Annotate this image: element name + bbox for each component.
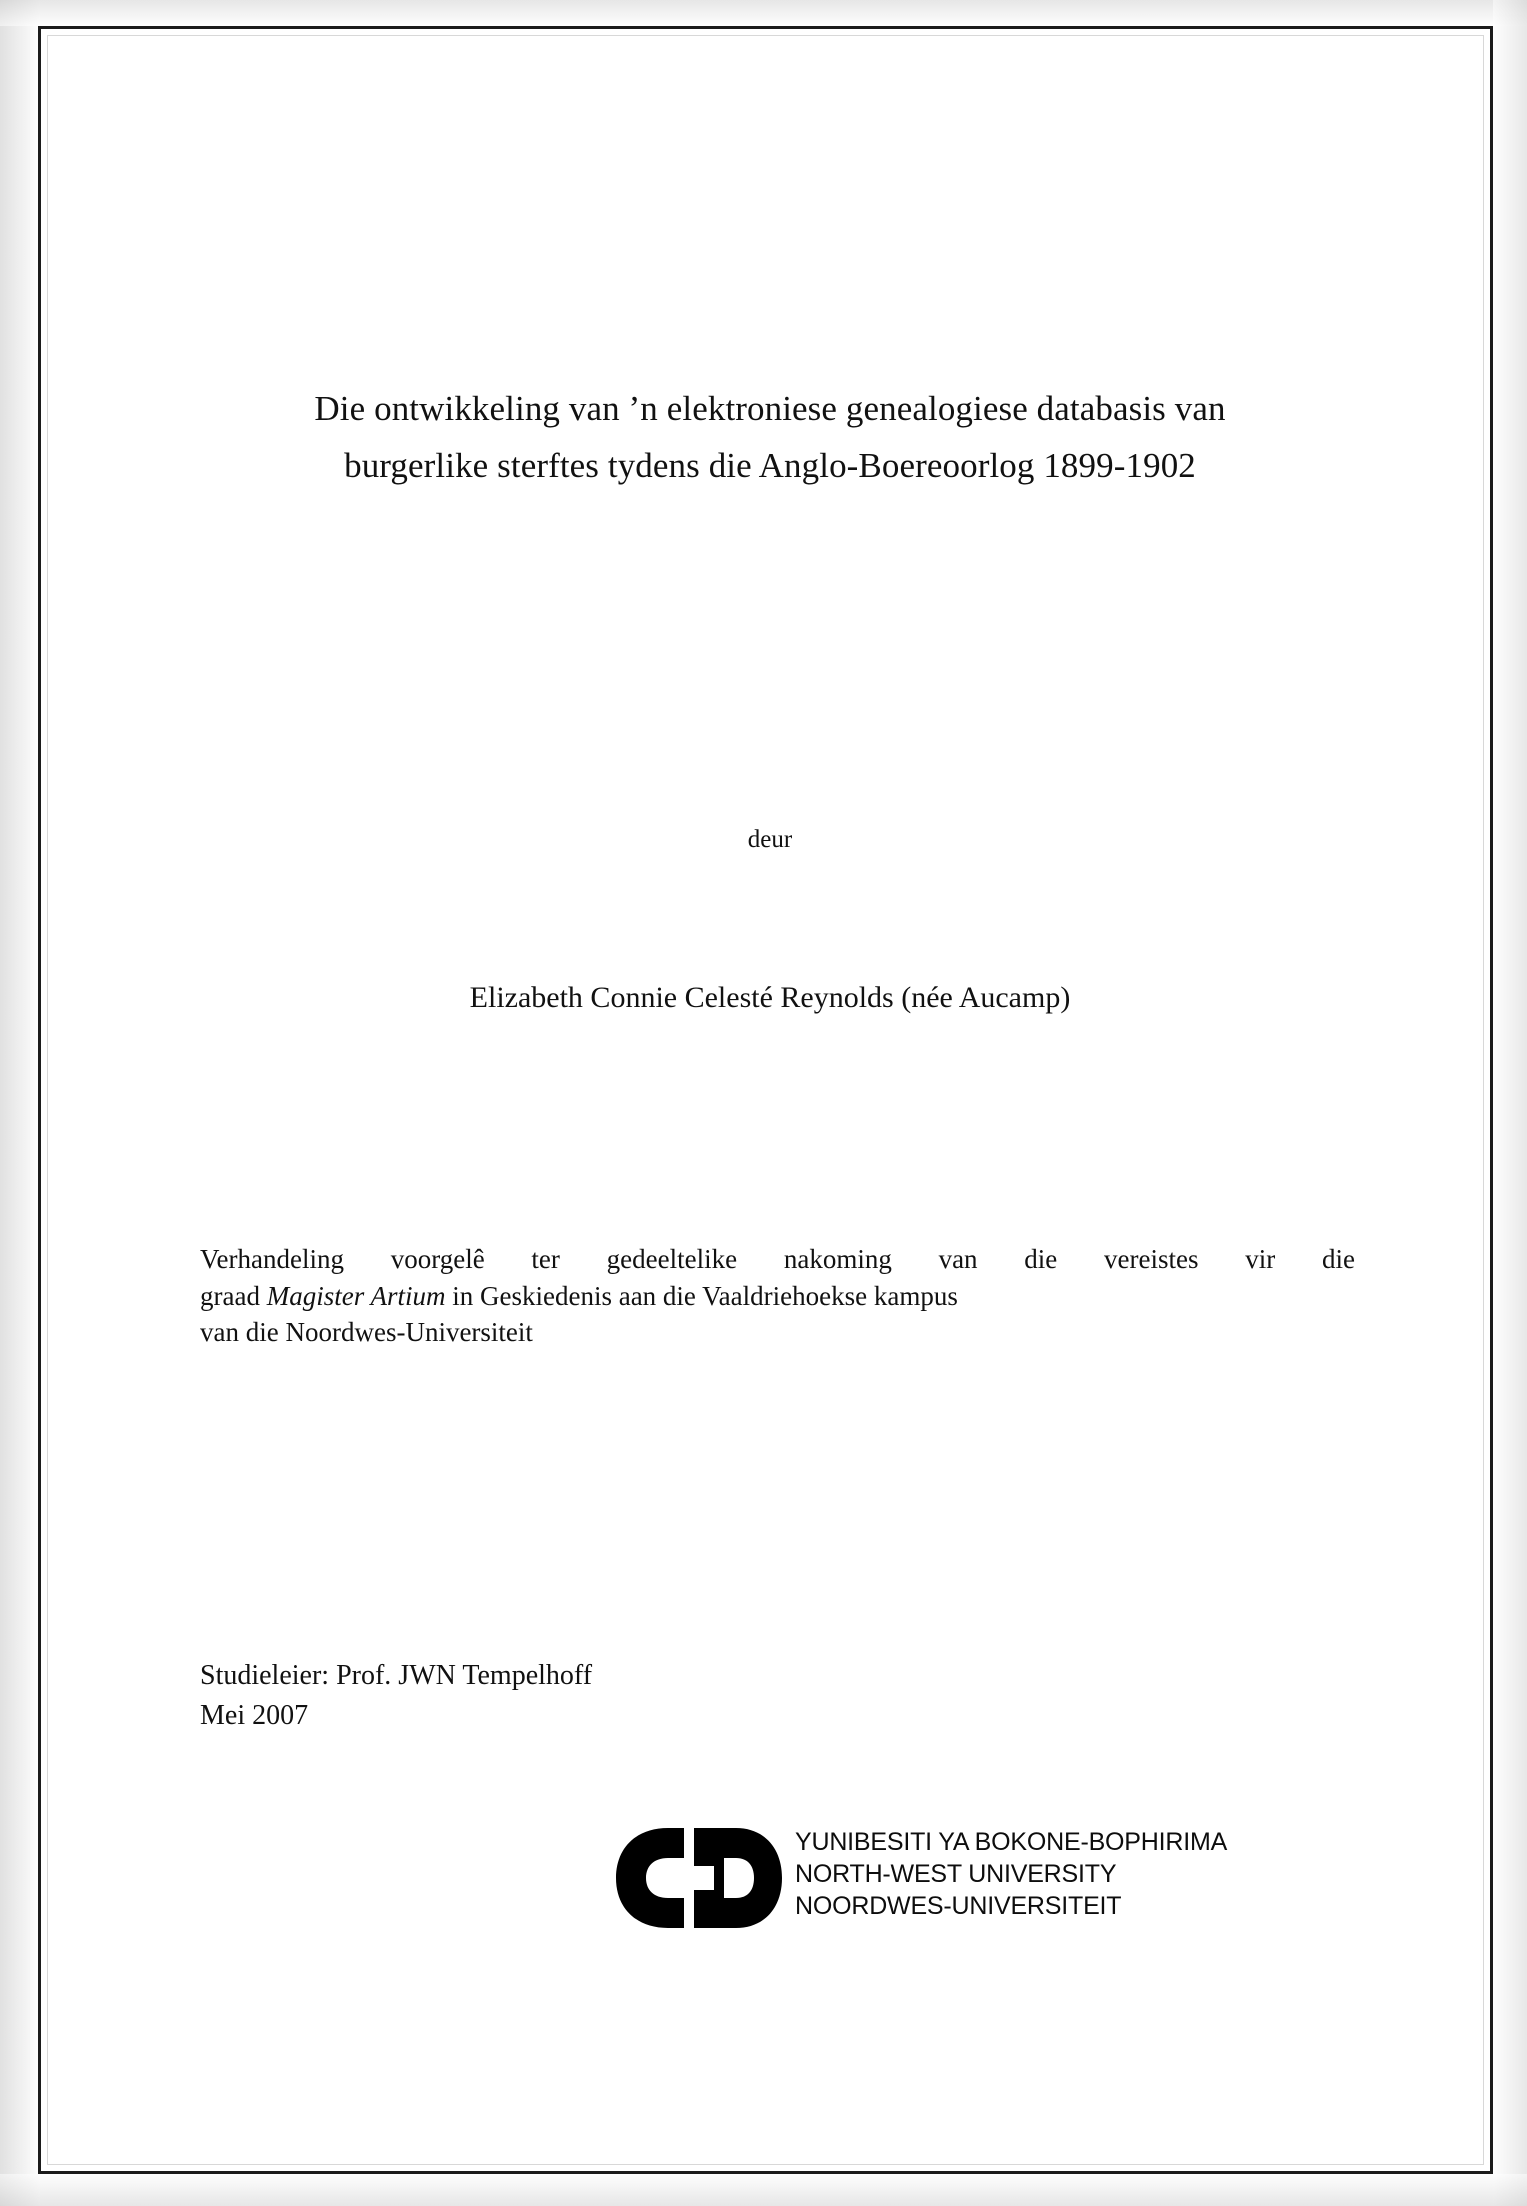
university-logo (550, 1816, 1228, 1946)
degree-name-italic: Magister Artium (266, 1280, 446, 1311)
date-line: Mei 2007 (200, 1699, 309, 1731)
degree-statement-line-1: Verhandeling voorgelê ter gedeeltelike nakoming van die vereistes vir die (200, 1244, 1355, 1274)
scan-edge-left (0, 0, 40, 2206)
title-page-content (150, 26, 1390, 2174)
by-label: deur (747, 826, 793, 853)
scan-edge-bottom (0, 2174, 1527, 2206)
title-line-1: Die ontwikkeling van ’n elektroniese genealogiese databasis van (314, 389, 1226, 428)
degree-statement (200, 1241, 1355, 1351)
title-line-2: burgerlike sterftes tydens die Anglo-Boereoorlog 1899-1902 (344, 445, 1196, 485)
page-title (180, 381, 1360, 494)
degree-statement-line-2 (200, 1278, 1355, 1315)
scan-edge-top (0, 0, 1527, 26)
author-name: Elizabeth Connie Celesté Reynolds (née Aucamp) (469, 981, 1071, 1014)
logo-text-line-3: NOORDWES-UNIVERSITEIT (795, 1892, 1122, 1920)
supervisor-line: Studieleier: Prof. JWN Tempelhoff (200, 1660, 593, 1691)
scan-edge-right (1493, 0, 1527, 2206)
degree-statement-line-2-after: in Geskiedenis aan die Vaaldriehoekse kampus (445, 1280, 958, 1311)
supervisor-block (200, 1656, 1100, 1736)
logo-text-line-1: YUNIBESITI YA BOKONE-BOPHIRIMA (795, 1828, 1228, 1856)
logo-text-line-2: NORTH-WEST UNIVERSITY (795, 1860, 1117, 1888)
degree-statement-line-3: van die Noordwes-Universiteit (200, 1317, 533, 1348)
university-logo-text (795, 1826, 1227, 1922)
degree-statement-line-2-before: graad (200, 1280, 267, 1311)
north-west-university-logo-icon (610, 1822, 810, 1934)
